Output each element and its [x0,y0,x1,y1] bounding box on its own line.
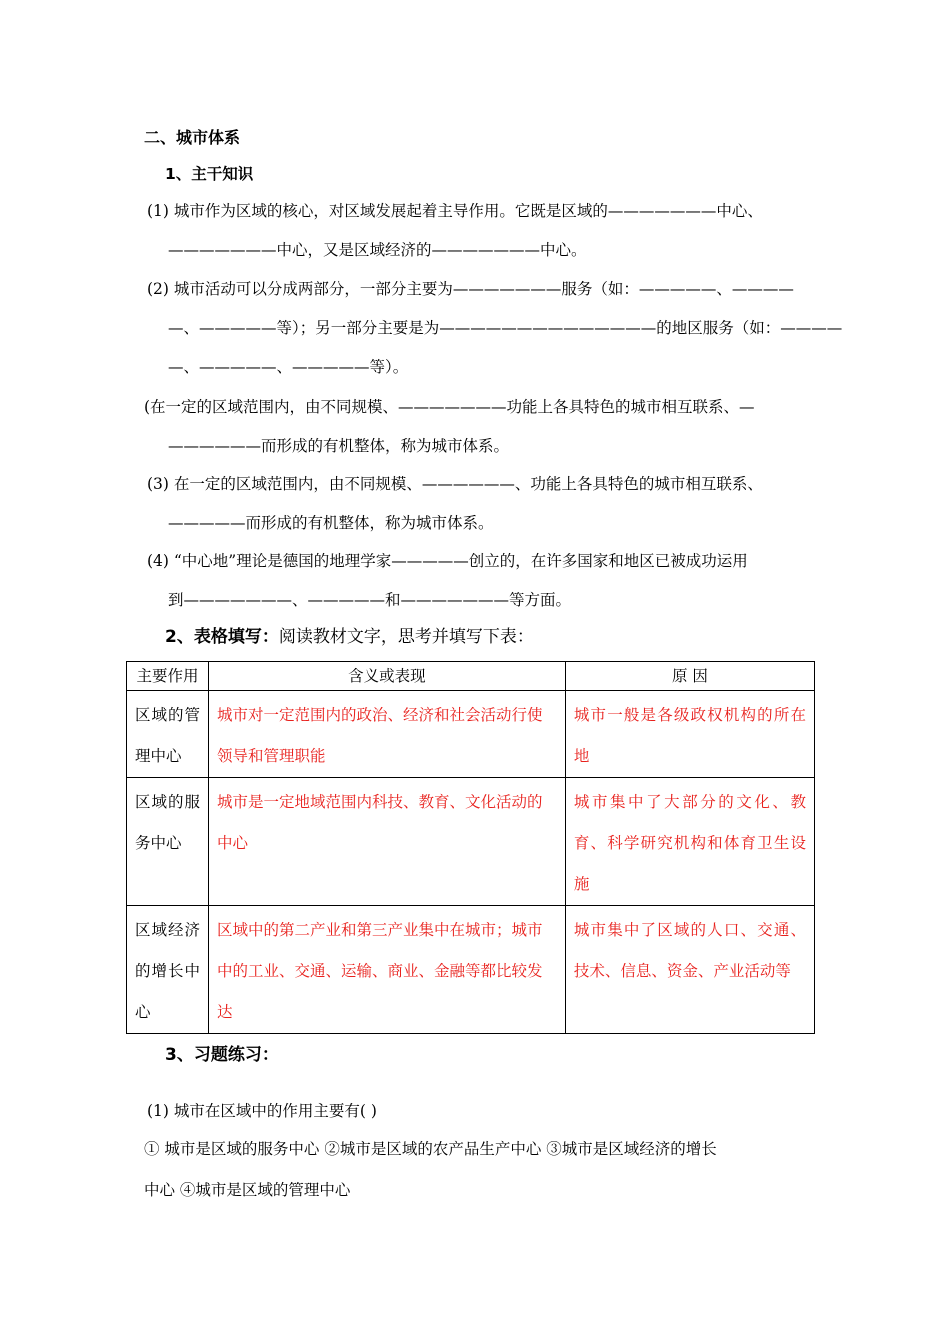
header-reason: 原 因 [565,662,814,691]
table-row [127,778,815,906]
text-line: ——————而形成的有机整体，称为城市体系。 [168,437,510,455]
exercise-options: ① 城市是区域的服务中心 ②城市是区域的农产品生产中心 ③城市是区域经济的增长 [144,1140,717,1158]
subsection-title-knowledge: 1、主干知识 [165,165,254,183]
table-header-row [127,662,815,691]
text-line: (2) 城市活动可以分成两部分，一部分主要为———————服务（如：—————、———— [147,280,794,298]
text-line: ———————中心，又是区域经济的———————中心。 [168,241,587,259]
text-line: —————而形成的有机整体，称为城市体系。 [168,514,494,532]
cell-role: 区域的服务中心 [127,778,209,906]
exercise-question: (1) 城市在区域中的作用主要有( ) [147,1102,377,1120]
table-row [127,691,815,778]
cell-role: 区域经济的增长中心 [127,906,209,1034]
section-title: 二、城市体系 [144,128,241,147]
table-section-desc: 阅读教材文字，思考并填写下表： [278,627,534,647]
cell-reason: 城市集中了区域的人口、交通、技术、信息、资金、产业活动等 [565,906,814,1034]
cell-reason: 城市集中了大部分的文化、教育、科学研究机构和体育卫生设施 [565,778,814,906]
cell-reason: 城市一般是各级政权机构的所在地 [565,691,814,778]
cell-role: 区域的管理中心 [127,691,209,778]
cell-meaning: 城市是一定地域范围内科技、教育、文化活动的中心 [208,778,565,906]
text-line: 到———————、—————和———————等方面。 [168,591,572,609]
function-table [126,661,815,1034]
text-line: —、—————、—————等）。 [168,358,409,376]
table-row [127,906,815,1034]
text-line: (1) 城市作为区域的核心，对区域发展起着主导作用。它既是区域的———————中心、 [147,202,763,220]
header-meaning: 含义或表现 [208,662,565,691]
table-section-label: 2、表格填写： [165,627,279,647]
text-line: (3) 在一定的区域范围内，由不同规模、——————、功能上各具特色的城市相互联系、 [147,475,763,493]
text-line: —、—————等）；另一部分主要是为——————————————的地区服务（如：———— [168,319,843,337]
header-role: 主要作用 [127,662,209,691]
subsection-title-table [165,627,534,647]
text-line: (在一定的区域范围内，由不同规模、———————功能上各具特色的城市相互联系、— [144,398,755,416]
subsection-title-exercise: 3、习题练习： [165,1045,279,1065]
cell-meaning: 城市对一定范围内的政治、经济和社会活动行使领导和管理职能 [208,691,565,778]
text-line: (4) “中心地”理论是德国的地理学家—————创立的，在许多国家和地区已被成功运用 [147,552,748,570]
exercise-options-cont: 中心 ④城市是区域的管理中心 [144,1181,351,1199]
cell-meaning: 区域中的第二产业和第三产业集中在城市；城市中的工业、交通、运输、商业、金融等都比较发达 [208,906,565,1034]
